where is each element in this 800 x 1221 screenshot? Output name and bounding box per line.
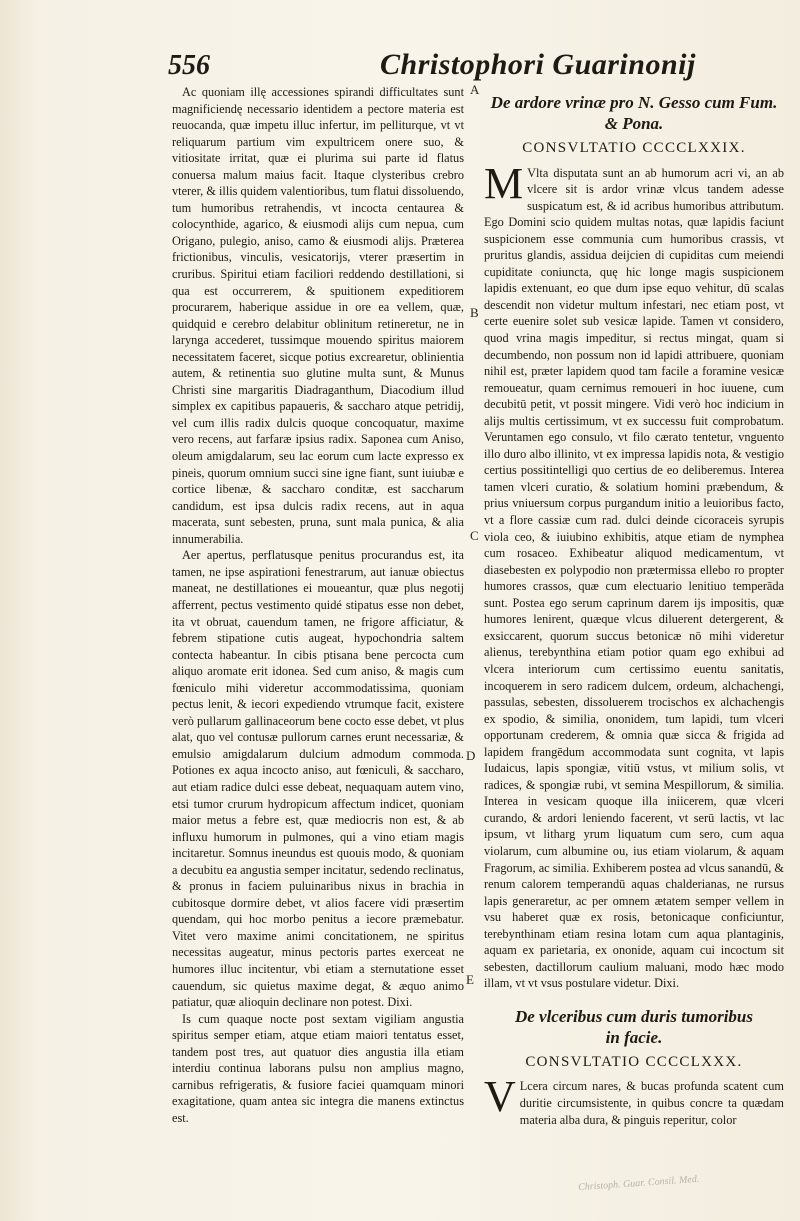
section-1-dropcap: M (484, 158, 524, 208)
library-stamp: Christoph. Guar. Consil. Med. (577, 1173, 700, 1194)
left-paragraph-1: Ac quoniam illę accessiones spirandi difficultates sunt magnificiendę necessario identidem a pectore materia est reuocanda, quæ impetu illuc infertur, im pelliturque, vt vt reliquarum partium vim expultricem onere suo, & vitiositate irritat, quæ ei plurima sui parte id flatus conuersa malum maius facit. Itaque clysteribus crebro vterer, & illis quidem valentioribus, tum flatui dissoluendo, tum humoribus retrahendis, vt incocta centaurea & colocynthide, agarico, & eiusmodi alijs cum nepua, cum Origano, pulegio, aniso, camo & eiusmodi alijs. Præterea frictionibus, vinculis, vesicatorijs, vterer præsertim in cruribus. Spiritui etiam faciliori reddendo destillationi, si qua est occurrerem, & spuitionem expeditiorem procurarem, haberique assidue in ore ea vellem, quæ, quidquid e cerebro delabitur oblinitum retineretur, ne in larynga accederet, tussimque mouendo spiritus maiorem necessitatem faceret, sicque potius excrearetur, oblinientia autem, & retinentia suo glutine multa sunt, & Munus Christi sine margaritis Diadraganthum, Diacodium illud simplex ex capitibus papaueris, & saccharo atque petridij, vel cum illis radix dulcis quoque concoquatur, maxime vero recens, aut farfaræ ipsius radix. Saponea cum Aniso, oleum amigdalarum, seu lac eorum cum lacte expresso ex pineis, quorum omnium succi sine igne fiant, sunt iuiubæ e cortice libenæ, & saccharo conditæ, est saccharum candidum, est ipsa dulcis radix recens, aut in aqua macerata, sunt sebesten, pruna, sunt mala punica, & alia innumerabilia. (172, 85, 464, 546)
margin-letter-d: D (466, 748, 476, 763)
section-2-dropcap: V (484, 1072, 516, 1122)
running-title: Christophori Guarinonij (380, 48, 696, 81)
section-2-title-line-2: in facie. (605, 1027, 663, 1047)
section-2-title-line-1: De vlceribus cum duris tumoribus (514, 1006, 754, 1026)
left-column (172, 84, 464, 1144)
margin-letter-e: E (466, 972, 474, 987)
section-1-text: Vlta disputata sunt an ab humorum acri vi, an ab vlcere sit is ardor vrinæ vlcus tandem adesse suspicatum est, & id acribus humoribus attributum. Ego Domini scio quidem multas notas, quæ lapidis faciunt suspicionem esse communia cum humoribus crassis, vt pruritus glandis, assidua deijcien di cupiditas cum meiendi cupiditate coniuncta, quę hic longe magis suspicionem lapidis extenuant, eo que dum ipse equo vehitur, dū scalas descendit non videtur multum infestari, nec etiam post, vt certe euenire solet sub vesicæ lapide. Tamen vt considero, quod vrina magis impeditur, si rectus mingat, quam si decumbendo, non possum non id lapidi attribuere, quoniam nihil est, præter lapidem quod tam facile a foramine vesicæ remoueatur, quam cernimus remoueri in hoc iuuene, cum decubitū petit, vt possit mingere. Vidi verò hoc indicium in alijs multis certissimum, vt ex successu fuit comprobatum. Veruntamen ego consulo, vt filo cærato tentetur, vnguento illo duro albo illinito, vt ex impressa lapidis nota, & vestigio certius possitintelligi quo certius de eo deliberemus. Interea tamen vlceri curatio, & solatium homini præbendum, & prius vniuersum corpus purgandum initio a leuioribus facto, vt a flore cassiæ cum rad. dulci deinde cicoraceis syrupis viola ceo, & iuiubino exhibitis, atque etiam de nymphea cum rosaceo. Exhibeatur aliquod medicamentum, vt diasebesten ex polypodio non prætermissa ellebo ro propter humores crassos, quæ cum electuario lenitiuo temperāda sunt. Postea ego serum caprinum darem ijs impositis, quæ humores lenirent, quæque vlcus diluerent detergerent, & exsiccarent, quorum succus betonicæ nō mihi videretur alienus, terebynthina etiam potior quam ego exhibui ad vlcera interiorum cum certissimo euentu sanitatis, incoquerem in sero radicem dulcem, ordeum, alchachengi, passulas, sebesten, dissoluerem trocischos ex alchachengis ex spodio, & similia, ononidem, tum lapidi, tum vlceri opportunam crederem, & omnia quæ sicca & frigida ad lapidem frangēdum accommodata sunt cognita, vt lapis Iudaicus, lapis spongiæ, vitiū vstus, vt milium solis, vt radices, & spongiæ rubi, vt semina Mespillorum, & similia. Interea in vesicam quoque illa iniicerem, quæ vlceri curando, & ardori leniendo facerent, vt serū lactis, vt lac ipsum, vt litharg yrum liquatum cum sero, cum aqua violarum, cum albumine ou, ius etiam violarum, & aquam Fragorum, ac similia. Exhiberem postea ad vlcus sanandū, & renum calorem temperandū aquas chalderianas, ne rursus lapis generaretur, ac per omnem ætatem semper vellem in vsu haberet quæ ex rosis, betonicaque conficiuntur, terebynthinam etiam resina lotam cum aqua plantaginis, aquam ex parietaria, ex ononide, aquam cui incoctum sit sebesten, dactillorum caulium maluani, modo hæc modo illam, vt vt vsus postulare videtur. Dixi. (484, 165, 784, 991)
section-1-title-line-1: De ardore vrinæ pro N. Gesso cum Fum. (490, 93, 778, 112)
consultation-480-heading: CONSVLTATIO CCCCLXXX. (525, 1053, 743, 1070)
section-2-body (484, 1072, 784, 1128)
section-2-text: Lcera circum nares, & bucas profunda scatent cum duritie circumsistente, in quibus concre ta quædam materia alba dura, & pinguis reperitur, color (519, 1079, 784, 1127)
right-column (484, 84, 784, 1194)
section-2-title (484, 1006, 784, 1048)
margin-letter-c: C (470, 528, 479, 543)
left-paragraph-3: Is cum quaque nocte post sextam vigiliam angustia spiritus semper etiam, atque etiam maiori tentatus esset, tandem post tres, aut quatuor dies angustia illa etiam interdiu continua laborans pulsu non amplius magno, carnibus refrigeratis, & fusiore faciei quamquam minori exagitatione, quam antea sic integra die manens extinctus est. (172, 1011, 464, 1125)
page-header (168, 48, 758, 88)
section-1-body (484, 158, 784, 992)
page-number: 556 (168, 50, 210, 81)
margin-letter-b: B (470, 305, 479, 320)
margin-letter-a: A (470, 82, 480, 97)
left-paragraph-2: Aer apertus, perflatusque penitus procurandus est, ita tamen, ne ipse aspirationi fenestrarum, aut ianuæ obiectus maneat, ne destillationes ei moueantur, quæ plus negotij afferrent, pectus vestimento quidé stipatus esse non debet, ita vt obruat, cauendum tamen, ne frigore afficiatur, & febrem stipatione cutis augeat, hypochondria saltem contecta habeantur. In cibis ptisana bene percocta cum aliquo aromate erit idonea. Sed cum aniso, & magis cum fœniculo mihi videretur accommodatissima, quoniam pectus lenit, & iecori expediendo vtrumque facit, existere verò pullarum gallinaceorum bene cocto esse debet, vt plus alat, quo vel contusæ pullorum carnes erunt necessariæ, & emulsio amigdalarum dulcium admodum commoda. Potiones ex aqua incocto aniso, aut fœniculi, & saccharo, aut etiam radice dulci esse debeat, nequaquam autem vino, etsi tumor crurum hydropicum affectum indicet, quoniam maior metus a febre est, quæ mediocris non est, & ab influxu humorum in pulmones, qui a vino etiam magis incitaretur. Somnus ineundus est quouis modo, & quoniam a decubitu ea angustia semper incitatur, sedendo reclinatus, & pronus in faciem puluinaribus nixus in brachia in cubitosque dormire debet, vt alios facere vidi præsertim quendam, qui hoc morbo penitus a iecore præmebatur. Vitet vero maxime animi concitationem, ne spiritus necessitas augeatur, minus pectoris partes exerceat ne humores illuc incitentur, vbi etiam a sternutatione esset cauendum, sic quietus maxime degat, & æquo animo patiatur, quæ alioquin declinare non potest. Dixi. (172, 548, 464, 1010)
section-1-title-line-2: & Pona. (604, 114, 664, 133)
consultation-479-heading: CONSVLTATIO CCCCLXXIX. (522, 140, 746, 156)
section-1-title (484, 92, 784, 134)
